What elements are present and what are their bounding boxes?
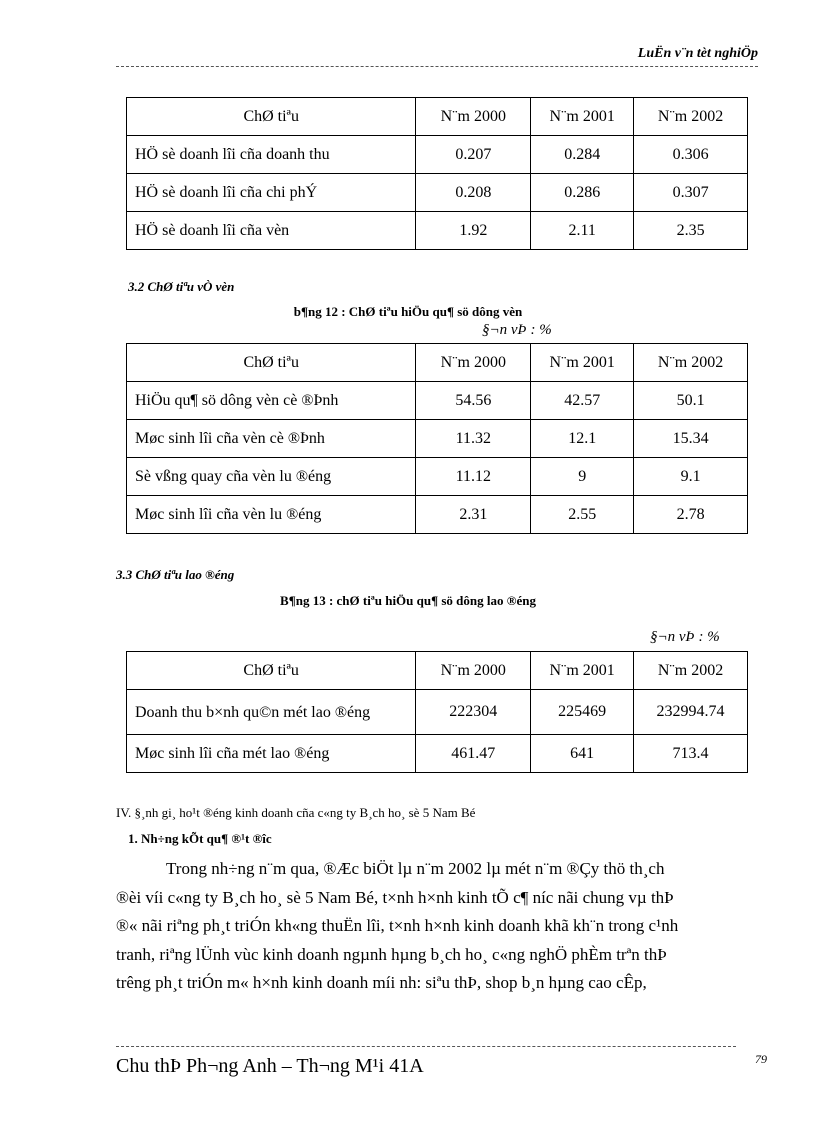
table-row xyxy=(127,496,748,534)
table-row xyxy=(127,735,748,773)
row-label: Doanh thu b×nh qu©n mét lao ®éng xyxy=(127,690,416,735)
column-header: N¨m 2001 xyxy=(531,98,634,136)
header-rule xyxy=(116,66,758,67)
row-label: HiÖu qu¶ sö dông vèn cè ®Þnh xyxy=(127,382,416,420)
cell-value: 0.207 xyxy=(416,136,531,174)
cell-value: 2.31 xyxy=(416,496,531,534)
cell-value: 232994.74 xyxy=(634,690,748,735)
cell-value: 2.11 xyxy=(531,212,634,250)
column-header: ChØ tiªu xyxy=(127,652,416,690)
unit-label: §¬n vÞ : % xyxy=(482,322,552,338)
row-label: Møc sinh lîi cña mét lao ®éng xyxy=(127,735,416,773)
column-header: ChØ tiªu xyxy=(127,344,416,382)
table-header-row xyxy=(127,652,748,690)
table-row xyxy=(127,420,748,458)
cell-value: 11.32 xyxy=(416,420,531,458)
table-row xyxy=(127,458,748,496)
cell-value: 2.55 xyxy=(531,496,634,534)
column-header: ChØ tiªu xyxy=(127,98,416,136)
cell-value: 2.78 xyxy=(634,496,748,534)
table-caption-13: B¶ng 13 : chØ tiªu hiÖu qu¶ sö dông lao ®éng xyxy=(280,593,536,608)
paragraph-line: ®« nãi riªng ph¸t triÓn kh«ng thuËn lîi, t×nh h×nh kinh doanh khã kh¨n trong c¹nh xyxy=(116,916,679,935)
cell-value: 9 xyxy=(531,458,634,496)
table-labor-efficiency xyxy=(126,651,748,773)
column-header: N¨m 2002 xyxy=(634,652,748,690)
row-label: Møc sinh lîi cña vèn cè ®Þnh xyxy=(127,420,416,458)
cell-value: 2.35 xyxy=(634,212,748,250)
column-header: N¨m 2002 xyxy=(634,98,748,136)
table-header-row xyxy=(127,98,748,136)
cell-value: 0.208 xyxy=(416,174,531,212)
footer-author: Chu thÞ Ph¬ng Anh – Th¬ng M¹i 41A xyxy=(116,1055,424,1077)
cell-value: 0.284 xyxy=(531,136,634,174)
table-header-row xyxy=(127,344,748,382)
table-caption-12: b¶ng 12 : ChØ tiªu hiÖu qu¶ sö dông vèn xyxy=(293,304,523,319)
row-label: HÖ sè doanh lîi cña chi phÝ xyxy=(127,174,416,212)
table-row xyxy=(127,174,748,212)
cell-value: 42.57 xyxy=(531,382,634,420)
row-label: Sè vßng quay cña vèn lu ®éng xyxy=(127,458,416,496)
table-row xyxy=(127,382,748,420)
table-capital-efficiency xyxy=(126,343,748,534)
cell-value: 225469 xyxy=(531,690,634,735)
column-header: N¨m 2000 xyxy=(416,652,531,690)
page-number: 79 xyxy=(755,1052,767,1066)
column-header: N¨m 2002 xyxy=(634,344,748,382)
subsection-heading-1: 1. Nh÷ng kÕt qu¶ ®¹t ®îc xyxy=(128,831,272,846)
paragraph-line: trêng ph¸t triÓn m« h×nh kinh doanh míi nh: siªu thÞ, shop b¸n hµng cao cÊp, xyxy=(116,973,647,992)
row-label: HÖ sè doanh lîi cña vèn xyxy=(127,212,416,250)
row-label: Møc sinh lîi cña vèn lu ®éng xyxy=(127,496,416,534)
cell-value: 713.4 xyxy=(634,735,748,773)
paragraph-line: ®èi víi c«ng ty B¸ch ho¸ sè 5 Nam Bé, t×nh h×nh kinh tÕ c¶ níc nãi chung vµ thÞ xyxy=(116,887,674,907)
cell-value: 0.306 xyxy=(634,136,748,174)
table-row xyxy=(127,690,748,735)
table-profitability xyxy=(126,97,748,250)
body-paragraph xyxy=(116,855,758,998)
footer-rule xyxy=(116,1046,736,1047)
cell-value: 1.92 xyxy=(416,212,531,250)
cell-value: 11.12 xyxy=(416,458,531,496)
cell-value: 461.47 xyxy=(416,735,531,773)
column-header: N¨m 2000 xyxy=(416,98,531,136)
cell-value: 50.1 xyxy=(634,382,748,420)
cell-value: 0.286 xyxy=(531,174,634,212)
cell-value: 12.1 xyxy=(531,420,634,458)
column-header: N¨m 2001 xyxy=(531,344,634,382)
cell-value: 15.34 xyxy=(634,420,748,458)
section-heading-3-2: 3.2 ChØ tiªu vÒ vèn xyxy=(128,279,235,294)
section-heading-3-3: 3.3 ChØ tiªu lao ®éng xyxy=(116,567,235,582)
cell-value: 0.307 xyxy=(634,174,748,212)
section-heading-iv: IV. §¸nh gi¸ ho¹t ®éng kinh doanh cña c«ng ty B¸ch ho¸ sè 5 Nam Bé xyxy=(116,805,476,820)
cell-value: 54.56 xyxy=(416,382,531,420)
column-header: N¨m 2001 xyxy=(531,652,634,690)
table-row xyxy=(127,136,748,174)
paragraph-line: Trong nh÷ng n¨m qua, ®Æc biÖt lµ n¨m 2002 lµ mét n¨m ®Çy thö th¸ch xyxy=(166,859,665,878)
unit-label: §¬n vÞ : % xyxy=(650,629,720,645)
column-header: N¨m 2000 xyxy=(416,344,531,382)
cell-value: 222304 xyxy=(416,690,531,735)
table-row xyxy=(127,212,748,250)
cell-value: 641 xyxy=(531,735,634,773)
paragraph-line: tranh, riªng lÜnh vùc kinh doanh ngµnh hµng b¸ch ho¸ c«ng nghÖ phÈm trªn thÞ xyxy=(116,944,667,964)
running-header-title: LuËn v¨n tèt nghiÖp xyxy=(637,46,758,61)
cell-value: 9.1 xyxy=(634,458,748,496)
row-label: HÖ sè doanh lîi cña doanh thu xyxy=(127,136,416,174)
